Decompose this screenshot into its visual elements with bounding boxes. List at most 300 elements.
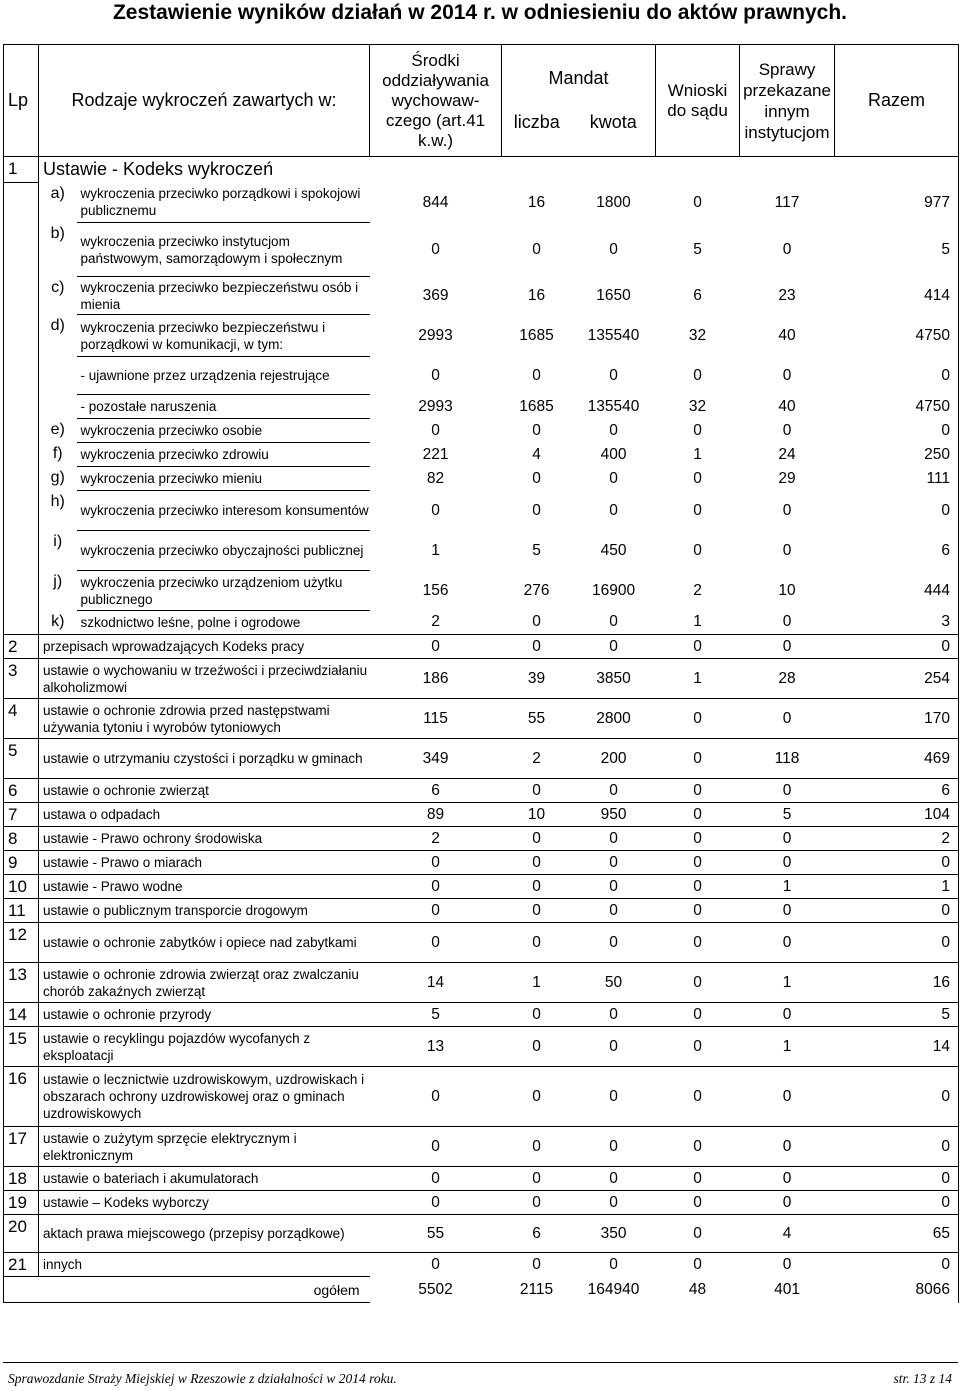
row-description: ustawie o ochronie zdrowia zwierząt oraz zwalczaniu chorób zakaźnych zwierząt	[39, 963, 370, 1003]
row-description: ustawie - Prawo wodne	[39, 875, 370, 899]
value-cell: 55	[527, 709, 546, 727]
value-cell: 135540	[587, 397, 640, 415]
value-cell: 1	[693, 445, 702, 463]
value-cell: 1	[782, 973, 792, 991]
value-cell: 0	[609, 469, 618, 487]
value-cell: 6	[532, 1224, 541, 1242]
table-row	[4, 851, 959, 875]
value-cell: 0	[532, 1037, 541, 1055]
value-cell: 5	[835, 223, 959, 277]
table-row	[4, 357, 959, 395]
value-cell: 0	[609, 933, 618, 951]
value-cell: 170	[835, 699, 959, 739]
row-description: wykroczenia przeciwko interesom konsumentów	[77, 491, 370, 531]
group-label: Ustawie - Kodeks wykroczeń	[39, 157, 959, 183]
group-lp-spacer	[4, 183, 39, 635]
value-cell: 254	[835, 659, 959, 699]
row-description: szkodnictwo leśne, polne i ogrodowe	[77, 611, 370, 635]
row-letter: d)	[50, 316, 65, 334]
value-cell: 0	[835, 851, 959, 875]
row-lp: 6	[4, 779, 39, 803]
row-lp: 7	[4, 803, 39, 827]
value-cell: 950	[600, 805, 627, 823]
value-cell: 2115	[519, 1280, 554, 1298]
value-cell: 40	[778, 326, 796, 344]
value-cell: 469	[835, 739, 959, 779]
header-rodzaje: Rodzaje wykroczeń zawartych w:	[39, 45, 370, 157]
value-cell: 0	[532, 240, 541, 258]
table-row	[4, 923, 959, 963]
value-cell: 1	[693, 669, 702, 687]
value-cell: 444	[835, 571, 959, 611]
table-row	[4, 315, 959, 357]
row-lp: 17	[4, 1127, 39, 1167]
value-cell: 0	[609, 613, 618, 631]
value-cell: 6	[835, 779, 959, 803]
row-lp: 10	[4, 875, 39, 899]
table-row	[4, 739, 959, 779]
value-cell: 1	[693, 613, 702, 631]
value-cell: 0	[693, 933, 702, 951]
row-description: wykroczenia przeciwko osobie	[77, 419, 370, 443]
value-cell: 0	[782, 1137, 792, 1155]
value-cell: 0	[782, 853, 792, 871]
value-cell: 0	[431, 637, 440, 655]
value-cell: 6	[693, 286, 702, 304]
row-description: ustawa o odpadach	[39, 803, 370, 827]
value-cell: 82	[426, 469, 445, 487]
value-cell: 349	[422, 749, 449, 767]
row-description: wykroczenia przeciwko obyczajności publicznej	[77, 531, 370, 571]
value-cell: 111	[835, 467, 959, 491]
value-cell: 4750	[835, 315, 959, 357]
row-letter	[39, 357, 77, 395]
table-row	[4, 1003, 959, 1027]
row-description: wykroczenia przeciwko urządzeniom użytku publicznego	[77, 571, 370, 611]
value-cell: 844	[422, 193, 449, 211]
value-cell: 0	[835, 491, 959, 531]
value-cell: 0	[693, 501, 702, 519]
table-row	[4, 803, 959, 827]
value-cell: 2	[431, 613, 440, 631]
value-cell: 0	[431, 501, 440, 519]
value-cell: 4	[532, 445, 541, 463]
value-cell: 350	[600, 1224, 627, 1242]
row-description: ustawie o publicznym transporcie drogowym	[39, 899, 370, 923]
table-row	[4, 223, 959, 277]
table-row	[4, 491, 959, 531]
row-description: przepisach wprowadzających Kodeks pracy	[39, 635, 370, 659]
value-cell: 0	[609, 901, 618, 919]
row-letter: f)	[52, 444, 63, 462]
value-cell: 0	[693, 853, 702, 871]
row-description: ustawie o bateriach i akumulatorach	[39, 1167, 370, 1191]
value-cell: 1800	[596, 193, 631, 211]
value-cell: 0	[693, 877, 702, 895]
value-cell: 0	[532, 1193, 541, 1211]
row-letter: i)	[53, 532, 63, 550]
value-cell: 0	[609, 366, 618, 384]
value-cell: 0	[782, 1005, 792, 1023]
value-cell: 0	[532, 469, 541, 487]
row-letter: e)	[50, 420, 65, 438]
value-cell: 0	[782, 901, 792, 919]
row-lp: 13	[4, 963, 39, 1003]
value-cell: 5	[782, 805, 792, 823]
value-cell: 0	[532, 829, 541, 847]
row-lp: 8	[4, 827, 39, 851]
row-description: ustawie o wychowaniu w trzeźwości i przeciwdziałaniu alkoholizmowi	[39, 659, 370, 699]
value-cell: 32	[688, 326, 707, 344]
row-lp: 3	[4, 659, 39, 699]
value-cell: 0	[693, 1005, 702, 1023]
value-cell: 1	[782, 877, 792, 895]
row-lp: 19	[4, 1191, 39, 1215]
value-cell: 2993	[418, 326, 453, 344]
row-description: ustawie - Prawo o miarach	[39, 851, 370, 875]
value-cell: 1	[782, 1037, 792, 1055]
value-cell: 0	[782, 781, 792, 799]
value-cell: 1	[532, 973, 541, 991]
value-cell: 0	[431, 933, 440, 951]
total-row	[4, 1277, 959, 1303]
row-description: ustawie o ochronie zabytków i opiece nad zabytkami	[39, 923, 370, 963]
value-cell: 0	[532, 1255, 541, 1273]
row-lp: 12	[4, 923, 39, 963]
value-cell: 3	[835, 611, 959, 635]
value-cell: 0	[532, 901, 541, 919]
value-cell: 0	[693, 469, 702, 487]
value-cell: 0	[431, 1169, 440, 1187]
value-cell: 414	[835, 277, 959, 315]
value-cell: 0	[693, 749, 702, 767]
row-lp: 18	[4, 1167, 39, 1191]
table-row	[4, 443, 959, 467]
table-body	[4, 157, 959, 1303]
value-cell: 5	[693, 240, 702, 258]
value-cell: 0	[532, 1087, 541, 1105]
value-cell: 156	[422, 581, 449, 599]
table-row	[4, 531, 959, 571]
value-cell: 0	[782, 829, 792, 847]
row-description: ustawie o ochronie zdrowia przed następstwami używania tytoniu i wyrobów tytoniowych	[39, 699, 370, 739]
row-lp: 21	[4, 1253, 39, 1277]
value-cell: 0	[782, 501, 792, 519]
value-cell: 0	[835, 419, 959, 443]
table-row	[4, 779, 959, 803]
value-cell: 2800	[596, 709, 631, 727]
value-cell: 0	[835, 1127, 959, 1167]
value-cell: 0	[835, 635, 959, 659]
row-description: ustawie o recyklingu pojazdów wycofanych z eksploatacji	[39, 1027, 370, 1067]
row-description: ustawie o zużytym sprzęcie elektrycznym i elektronicznym	[39, 1127, 370, 1167]
page-title: Zestawienie wyników działań w 2014 r. w odniesieniu do aktów prawnych.	[112, 1, 848, 24]
value-cell: 14	[426, 973, 445, 991]
value-cell: 0	[609, 637, 618, 655]
value-cell: 29	[778, 469, 796, 487]
value-cell: 0	[609, 1037, 618, 1055]
table-row	[4, 183, 959, 223]
value-cell: 0	[431, 1255, 440, 1273]
table-row	[4, 875, 959, 899]
value-cell: 0	[782, 1255, 792, 1273]
value-cell: 0	[782, 933, 792, 951]
value-cell: 0	[609, 877, 618, 895]
value-cell: 0	[532, 613, 541, 631]
value-cell: 0	[431, 877, 440, 895]
header-lp: Lp	[4, 45, 39, 157]
table-row	[4, 899, 959, 923]
value-cell: 16	[527, 286, 546, 304]
value-cell: 0	[532, 421, 541, 439]
table-row	[4, 1067, 959, 1127]
value-cell: 186	[422, 669, 449, 687]
value-cell: 48	[688, 1280, 707, 1298]
row-description: wykroczenia przeciwko bezpieczeństwu i porządkowi w komunikacji, w tym:	[77, 315, 370, 357]
value-cell: 16	[835, 963, 959, 1003]
value-cell: 0	[693, 709, 702, 727]
value-cell: 1685	[519, 397, 554, 415]
value-cell: 0	[609, 1005, 618, 1023]
value-cell: 0	[532, 637, 541, 655]
value-cell: 5502	[418, 1280, 453, 1298]
value-cell: 0	[835, 899, 959, 923]
value-cell: 401	[774, 1280, 800, 1298]
table-row	[4, 611, 959, 635]
table-row	[4, 467, 959, 491]
value-cell: 0	[693, 829, 702, 847]
value-cell: 0	[693, 1169, 702, 1187]
row-lp: 14	[4, 1003, 39, 1027]
value-cell: 4	[782, 1224, 792, 1242]
group-lp: 1	[4, 157, 39, 183]
row-lp: 5	[4, 739, 39, 779]
row-lp: 9	[4, 851, 39, 875]
value-cell: 0	[609, 1193, 618, 1211]
table-row	[4, 635, 959, 659]
value-cell: 2	[431, 829, 440, 847]
value-cell: 0	[835, 1167, 959, 1191]
value-cell: 0	[782, 366, 792, 384]
value-cell: 0	[431, 1193, 440, 1211]
value-cell: 0	[532, 366, 541, 384]
value-cell: 0	[693, 366, 702, 384]
value-cell: 0	[835, 1191, 959, 1215]
table-row	[4, 827, 959, 851]
footer-divider	[3, 1362, 958, 1363]
value-cell: 2	[532, 749, 541, 767]
value-cell: 14	[835, 1027, 959, 1067]
value-cell: 0	[782, 1169, 792, 1187]
row-description: wykroczenia przeciwko bezpieczeństwu osób i mienia	[77, 277, 370, 315]
value-cell: 0	[609, 421, 618, 439]
value-cell: 0	[609, 829, 618, 847]
row-letter: b)	[50, 224, 65, 242]
value-cell: 369	[422, 286, 449, 304]
value-cell: 55	[426, 1224, 445, 1242]
row-lp: 4	[4, 699, 39, 739]
value-cell: 0	[693, 193, 702, 211]
value-cell: 2993	[418, 397, 453, 415]
value-cell: 0	[782, 541, 792, 559]
value-cell: 0	[782, 613, 792, 631]
row-letter: c)	[51, 278, 65, 296]
value-cell: 28	[778, 669, 796, 687]
value-cell: 0	[782, 637, 792, 655]
table-row	[4, 1127, 959, 1167]
row-description: ustawie o lecznictwie uzdrowiskowym, uzdrowiskach i obszarach ochrony uzdrowiskowej oraz o gminach uzdrowiskowych	[39, 1067, 370, 1127]
value-cell: 0	[693, 1087, 702, 1105]
row-lp: 15	[4, 1027, 39, 1067]
row-description: wykroczenia przeciwko instytucjom państwowym, samorządowym i społecznym	[77, 223, 370, 277]
value-cell: 0	[693, 805, 702, 823]
value-cell: 0	[532, 853, 541, 871]
value-cell: 0	[609, 240, 618, 258]
value-cell: 2	[693, 581, 702, 599]
header-kwota: kwota	[572, 89, 656, 157]
value-cell: 0	[782, 1087, 792, 1105]
value-cell: 0	[693, 973, 702, 991]
value-cell: 16	[527, 193, 546, 211]
value-cell: 89	[426, 805, 445, 823]
table-row	[4, 1253, 959, 1277]
value-cell: 0	[431, 366, 440, 384]
total-label: ogółem	[4, 1277, 370, 1303]
value-cell: 0	[609, 1169, 618, 1187]
results-table	[3, 44, 959, 1303]
footer-report-title: Sprawozdanie Straży Miejskiej w Rzeszowie z działalności w 2014 roku.	[8, 1371, 397, 1386]
value-cell: 1685	[519, 326, 554, 344]
value-cell: 5	[835, 1003, 959, 1027]
value-cell: 3850	[596, 669, 631, 687]
value-cell: 0	[532, 501, 541, 519]
value-cell: 65	[835, 1215, 959, 1253]
value-cell: 0	[835, 923, 959, 963]
value-cell: 0	[693, 1193, 702, 1211]
row-letter: a)	[50, 184, 65, 202]
value-cell: 16900	[591, 581, 636, 599]
value-cell: 39	[527, 669, 546, 687]
value-cell: 0	[693, 901, 702, 919]
value-cell: 0	[609, 1137, 618, 1155]
row-description: wykroczenia przeciwko zdrowiu	[77, 443, 370, 467]
table-row	[4, 1027, 959, 1067]
value-cell: 0	[532, 933, 541, 951]
table-row	[4, 419, 959, 443]
value-cell: 13	[426, 1037, 445, 1055]
value-cell: 0	[693, 781, 702, 799]
value-cell: 6	[835, 531, 959, 571]
table-row	[4, 395, 959, 419]
value-cell: 50	[604, 973, 623, 991]
value-cell: 0	[431, 421, 440, 439]
table-row	[4, 1215, 959, 1253]
value-cell: 0	[532, 1169, 541, 1187]
value-cell: 6	[431, 781, 440, 799]
row-letter: k)	[51, 612, 65, 630]
value-cell: 8066	[835, 1277, 959, 1303]
table-row	[4, 963, 959, 1003]
row-letter	[39, 395, 77, 419]
value-cell: 250	[835, 443, 959, 467]
value-cell: 32	[688, 397, 707, 415]
table-row	[4, 1167, 959, 1191]
row-lp: 11	[4, 899, 39, 923]
value-cell: 450	[600, 541, 627, 559]
value-cell: 0	[782, 709, 792, 727]
value-cell: 118	[774, 749, 800, 767]
row-lp: 2	[4, 635, 39, 659]
value-cell: 0	[782, 1193, 792, 1211]
value-cell: 0	[609, 1087, 618, 1105]
row-letter: g)	[50, 468, 65, 486]
value-cell: 0	[693, 1137, 702, 1155]
value-cell: 2	[835, 827, 959, 851]
value-cell: 0	[782, 421, 792, 439]
value-cell: 0	[431, 240, 440, 258]
row-description: ustawie - Prawo ochrony środowiska	[39, 827, 370, 851]
value-cell: 0	[609, 1255, 618, 1273]
value-cell: 0	[431, 1137, 440, 1155]
value-cell: 0	[835, 357, 959, 395]
row-lp: 20	[4, 1215, 39, 1253]
row-description: ustawie – Kodeks wyborczy	[39, 1191, 370, 1215]
value-cell: 4750	[835, 395, 959, 419]
value-cell: 23	[778, 286, 796, 304]
value-cell: 0	[693, 1037, 702, 1055]
row-description: - ujawnione przez urządzenia rejestrujące	[77, 357, 370, 395]
row-description: innych	[39, 1253, 370, 1277]
value-cell: 1	[835, 875, 959, 899]
value-cell: 5	[431, 1005, 440, 1023]
value-cell: 0	[532, 1137, 541, 1155]
value-cell: 104	[835, 803, 959, 827]
value-cell: 0	[835, 1067, 959, 1127]
value-cell: 115	[423, 709, 448, 727]
value-cell: 1	[431, 541, 440, 559]
table-row	[4, 1191, 959, 1215]
value-cell: 24	[778, 445, 796, 463]
row-description: ustawie o utrzymaniu czystości i porządku w gminach	[39, 739, 370, 779]
value-cell: 164940	[587, 1280, 640, 1298]
value-cell: 0	[532, 1005, 541, 1023]
footer-page-number: str. 13 z 14	[893, 1371, 952, 1386]
value-cell: 977	[835, 183, 959, 223]
value-cell: 0	[532, 781, 541, 799]
header-srodki: Środki oddziaływania wychowaw-czego (art.41 k.w.)	[370, 45, 502, 157]
header-sprawy: Sprawy przekazane innym instytucjom	[740, 45, 835, 157]
header-wnioski: Wnioski do sądu	[656, 45, 740, 157]
table-row	[4, 571, 959, 611]
value-cell: 0	[431, 853, 440, 871]
value-cell: 200	[600, 749, 627, 767]
value-cell: 0	[609, 501, 618, 519]
table-row	[4, 659, 959, 699]
value-cell: 40	[778, 397, 796, 415]
value-cell: 276	[523, 581, 550, 599]
value-cell: 0	[532, 877, 541, 895]
row-description: - pozostałe naruszenia	[77, 395, 370, 419]
header-mandat: Mandat	[502, 45, 656, 89]
value-cell: 0	[693, 1224, 702, 1242]
row-description: ustawie o ochronie zwierząt	[39, 779, 370, 803]
row-letter: j)	[53, 572, 63, 590]
value-cell: 0	[693, 541, 702, 559]
value-cell: 0	[431, 901, 440, 919]
row-description: aktach prawa miejscowego (przepisy porządkowe)	[39, 1215, 370, 1253]
row-lp: 16	[4, 1067, 39, 1127]
value-cell: 0	[431, 1087, 440, 1105]
